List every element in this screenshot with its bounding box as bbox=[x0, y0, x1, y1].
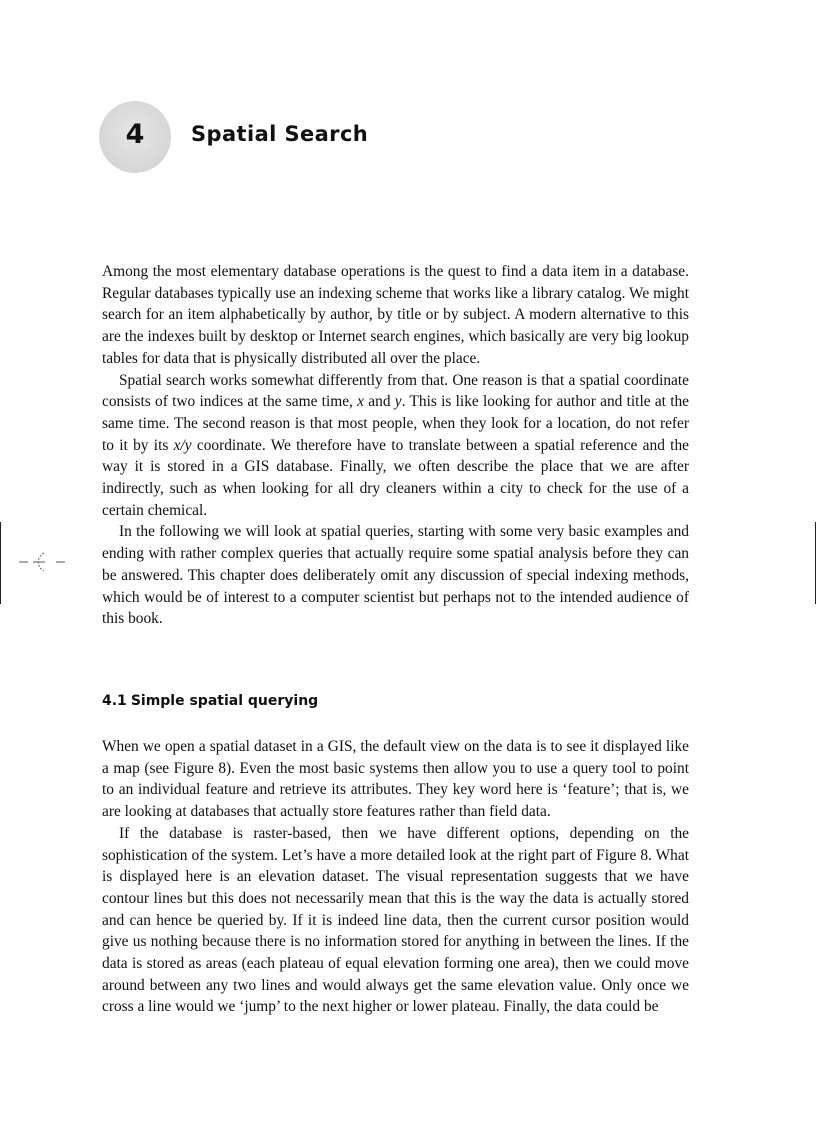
chapter-number-badge bbox=[99, 101, 171, 173]
chapter-number: 4 bbox=[125, 119, 145, 150]
paragraph: If the database is raster-based, then we have different options, depending on the sophistication of the system. Let’s have a more detailed look at the right part of Figure 8. What is displayed here is an elevation dataset. The visual representation suggests that we have contour lines but this does not necessarily mean that this is the way the data is actually stored and can hence be queried by. If it is indeed line data, then the current cursor position would give us nothing because there is no information stored for anything in between the lines. If the data is stored as areas (each plateau of equal elevation forming one area), then we could move around between any two lines and would always get the same elevation value. Only once we cross a line would we ‘jump’ to the next higher or lower plateau. Finally, the data could be bbox=[102, 824, 689, 1016]
intro-text bbox=[102, 261, 689, 630]
variable-x: x bbox=[357, 393, 365, 411]
section-number: 4.1 bbox=[102, 693, 127, 709]
paragraph: Spatial search works somewhat differently from that. One reason is that a spatial coordinate consists of two indices at the same time, x and y. This is like looking for author and title at the same time. The second reason is that most people, when they look for a location, do not refer to it by its x/y coordinate. We therefore have to translate between a spatial reference and the way it is stored in a GIS database. Finally, we often describe the place that we are after indirectly, such as when looking for all dry cleaners within a city to check for the use of a certain chemical. bbox=[102, 371, 690, 519]
section-heading bbox=[102, 693, 318, 709]
section-text bbox=[102, 736, 689, 1018]
registration-mark-icon bbox=[19, 548, 67, 576]
paragraph: In the following we will look at spatial queries, starting with some very basic examples and ending with rather complex queries that actually require some spatial analysis before they can be answered. This chapter does deliberately omit any discussion of special indexing methods, which would be of interest to a computer scientist but perhaps not to the intended audience of this book. bbox=[102, 523, 689, 628]
variable-y: y bbox=[394, 393, 402, 411]
chapter-title: Spatial Search bbox=[191, 122, 369, 146]
variable-xy: x/y bbox=[173, 436, 192, 454]
section-title: Simple spatial querying bbox=[130, 693, 319, 709]
paragraph: When we open a spatial dataset in a GIS, the default view on the data is to see it displayed like a map (see Figure 8). Even the most basic systems then allow you to use a query tool to point to an individual feature and retrieve its attributes. They key word here is ‘feature’; that is, we are looking at databases that actually store features rather than field data. bbox=[102, 738, 689, 821]
paragraph: Among the most elementary database operations is the quest to find a data item in a database. Regular databases typically use an indexing scheme that works like a library catalog. We might search for an item alphabetically by author, by title or by subject. A modern alternative to this are the indexes built by desktop or Internet search engines, which basically are very big lookup tables for data that is physically distributed all over the place. bbox=[102, 263, 689, 367]
crop-mark-left bbox=[0, 522, 1, 604]
